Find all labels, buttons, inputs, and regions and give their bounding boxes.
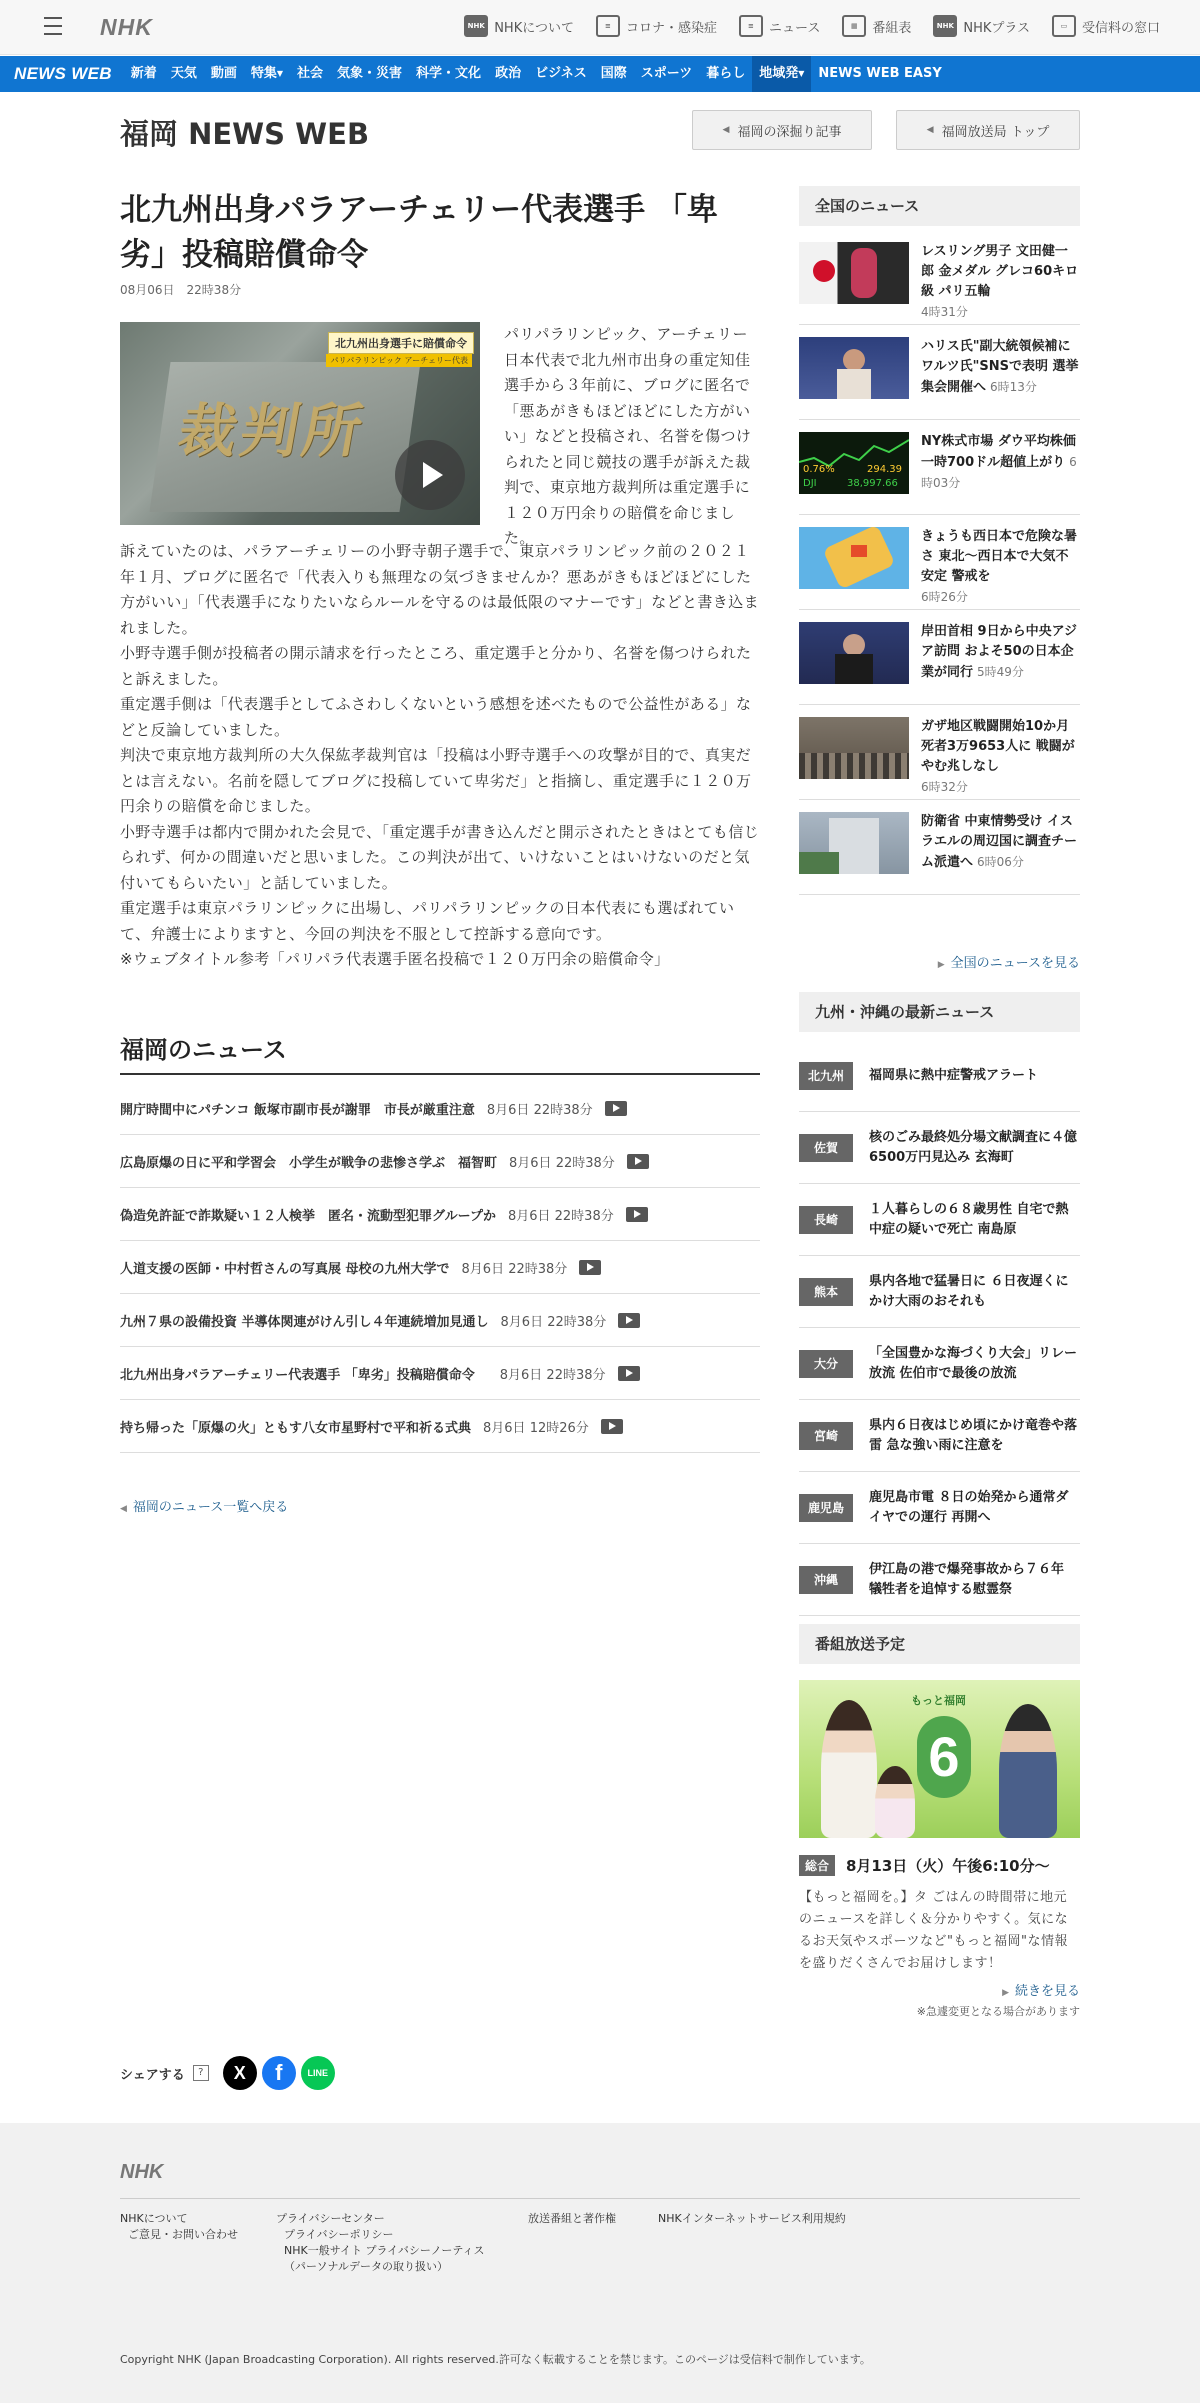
nav-business[interactable]: ビジネス <box>535 66 587 81</box>
article-paragraph: ※ウェブタイトル参考「パリパラ代表選手匿名投稿で１２０万円余の賠償命令」 <box>120 950 670 968</box>
list-item[interactable] <box>799 800 1080 895</box>
stock-chart-thumbnail <box>799 432 909 494</box>
gaza-thumbnail <box>799 717 909 779</box>
list-item-title: ガザ地区戦闘開始10か月 死者3万9653人に 戦闘がやむ兆しなし <box>921 719 1075 774</box>
list-item-title: １人暮らしの６８歳男性 自宅で熱中症の疑いで死亡 南島原 <box>869 1201 1069 1237</box>
program-note: ※急遽変更となる場合があります <box>916 2005 1080 2018</box>
nav-science[interactable]: 科学・文化 <box>416 66 482 81</box>
nav-international[interactable]: 国際 <box>600 66 627 81</box>
top-nav-label: NHKについて <box>494 20 574 36</box>
list-item-title: 核のごみ最終処分場文献調査に４億6500万円見込み 玄海町 <box>869 1129 1078 1165</box>
list-item-title: 県内各地で猛暑日に ６日夜遅くにかけ大雨のおそれも <box>869 1273 1069 1309</box>
list-item[interactable] <box>120 1294 760 1347</box>
nhk-logo[interactable]: NHK <box>100 14 153 40</box>
list-item-title: きょうも西日本で危険な暑さ 東北～西日本で大気不安定 警戒を <box>921 529 1078 584</box>
button-label: 福岡の深掘り記事 <box>737 124 842 140</box>
list-item[interactable] <box>799 230 1080 325</box>
copyright-text: Copyright NHK (Japan Broadcasting Corporation). All rights reserved.許可なく転載することを禁じます。このページは受信料で制作しています。 <box>120 2353 871 2366</box>
triangle-right-icon: ▶ <box>937 960 945 970</box>
list-item[interactable] <box>799 420 1080 515</box>
list-item-title: 「全国豊かな海づくり大会」リレー放流 佐伯市で最後の放流 <box>869 1345 1078 1381</box>
list-item-title: 開庁時間中にパチンコ 飯塚市副市長が謝罪 市長が厳重注意 <box>120 1102 475 1118</box>
caret-down-icon: ▼ <box>798 69 805 78</box>
grid-icon: ▦ <box>842 15 866 37</box>
presenter-figure <box>999 1704 1057 1838</box>
program-logo-number: 6 <box>917 1716 971 1798</box>
regional-news-list <box>799 1040 1080 1616</box>
x-share-icon[interactable]: X <box>223 2056 257 2090</box>
top-nav-schedule[interactable] <box>842 15 911 37</box>
nav-region[interactable] <box>752 56 811 92</box>
list-item-time: 6時32分 <box>921 780 968 794</box>
footer-column <box>528 2211 616 2227</box>
back-to-list-link[interactable] <box>120 1496 288 1515</box>
triangle-right-icon: ▶ <box>1002 1988 1009 1998</box>
article-paragraph: 重定選手側は「代表選手としてふさわしくないという感想を述べたもので公益性がある」などと反論していました。 <box>120 695 752 739</box>
footer-link-contact[interactable]: ご意見・お問い合わせ <box>128 2228 238 2241</box>
top-nav-label: 番組表 <box>872 20 912 36</box>
nav-sports[interactable]: スポーツ <box>640 66 693 81</box>
footer-link-terms[interactable]: NHKインターネットサービス利用規約 <box>658 2212 846 2225</box>
nav-disaster[interactable]: 気象・災害 <box>337 66 403 81</box>
link-label: 続きを見る <box>1014 1984 1080 1999</box>
list-item[interactable] <box>799 1112 1080 1184</box>
footer-link-privacy-policy[interactable]: プライバシーポリシー <box>284 2228 394 2241</box>
list-item-title: 伊江島の港で爆発事故から７６年 犠牲者を追悼する慰霊祭 <box>869 1561 1065 1597</box>
top-nav <box>464 15 1160 37</box>
list-item-title: 北九州出身パラアーチェリー代表選手 「卑劣」投稿賠償命令 <box>120 1367 488 1383</box>
nav-new[interactable]: 新着 <box>130 66 157 81</box>
triangle-left-icon: ◀ <box>926 125 934 135</box>
footer-divider <box>120 2198 1080 2199</box>
channel-badge: 総合 <box>799 1855 835 1876</box>
list-item[interactable] <box>120 1241 760 1294</box>
region-badge: 鹿児島 <box>799 1494 853 1522</box>
national-more-link[interactable] <box>938 952 1080 971</box>
tv-icon: ▭ <box>1052 15 1076 37</box>
list-item-title: ハリス氏"副大統領候補にワルツ氏"SNSで表明 選挙集会開催へ <box>921 339 1079 395</box>
list-item-date: 8月6日 12時26分 <box>483 1420 589 1436</box>
article-body <box>120 539 760 973</box>
category-nav <box>0 56 1200 92</box>
footer-link-privacy-center[interactable]: プライバシーセンター <box>276 2212 385 2225</box>
nav-label: 地域発 <box>759 66 799 81</box>
region-badge: 長崎 <box>799 1206 853 1234</box>
share-bar <box>120 2056 340 2090</box>
news-web-logo[interactable]: NEWS WEB <box>14 64 112 83</box>
line-share-icon[interactable]: LINE <box>301 2056 335 2090</box>
presenter-figure <box>821 1700 877 1838</box>
list-item-date: 8月6日 22時38分 <box>499 1367 606 1383</box>
region-badge: 宮崎 <box>799 1422 853 1450</box>
footer-link-copyright[interactable]: 放送番組と著作権 <box>528 2212 616 2225</box>
top-nav-fee[interactable] <box>1052 15 1160 37</box>
list-item[interactable] <box>799 610 1080 705</box>
list-item-time: 4時31分 <box>921 305 968 319</box>
video-icon <box>579 1260 601 1275</box>
list-item[interactable] <box>120 1400 760 1453</box>
stock-label: DJI <box>803 478 817 489</box>
program-image[interactable] <box>799 1680 1080 1838</box>
program-heading: 番組放送予定 <box>799 1624 1080 1664</box>
list-item[interactable] <box>799 1544 1080 1616</box>
list-item[interactable] <box>120 1135 760 1188</box>
article-video-thumbnail[interactable] <box>120 322 480 525</box>
program-logo-text: もっと福岡 <box>911 1694 966 1707</box>
list-item[interactable] <box>120 1347 760 1400</box>
fukuoka-news-heading: 福岡のニュース <box>120 1030 760 1075</box>
video-icon <box>618 1366 640 1381</box>
video-icon <box>601 1419 623 1434</box>
menu-icon[interactable] <box>44 17 62 37</box>
station-top-button[interactable] <box>896 110 1080 150</box>
virus-document-icon: ≡ <box>596 15 620 37</box>
top-nav-label: コロナ・感染症 <box>625 20 717 36</box>
list-item-date: 8月6日 22時38分 <box>507 1208 614 1224</box>
footer-nhk-logo[interactable]: NHK <box>120 2161 164 2183</box>
defense-ministry-thumbnail <box>799 812 909 874</box>
list-item-date: 8月6日 22時38分 <box>486 1102 593 1118</box>
triangle-left-icon: ◀ <box>722 125 730 135</box>
list-item-title: 持ち帰った「原爆の火」ともす八女市星野村で平和祈る式典 <box>120 1420 472 1436</box>
courthouse-sign-text: 裁判所 <box>173 397 372 465</box>
caret-down-icon: ▼ <box>276 69 284 78</box>
list-item-title: レスリング男子 文田健一郎 金メダル グレコ60キロ級 パリ五輪 <box>921 244 1079 299</box>
region-badge: 熊本 <box>799 1278 853 1306</box>
nhk-plus-icon: NHK <box>933 15 957 37</box>
list-item-title: 広島原爆の日に平和学習会 小学生が戦争の悲惨さ学ぶ 福智町 <box>120 1155 498 1171</box>
share-label: シェアする <box>120 2067 185 2083</box>
wrestling-thumbnail <box>799 242 909 304</box>
weather-map-thumbnail <box>799 527 909 589</box>
list-item[interactable] <box>120 1082 760 1135</box>
footer-column <box>120 2211 238 2243</box>
list-item[interactable] <box>799 705 1080 800</box>
list-item-title: 偽造免許証で詐欺疑い１２人検挙 匿名・流動型犯罪グループか <box>120 1208 496 1224</box>
list-item-title: NY株式市場 ダウ平均株価 一時700ドル超値上がり <box>921 434 1076 470</box>
nav-feature[interactable] <box>244 56 290 92</box>
top-nav-news[interactable] <box>739 15 820 37</box>
top-nav-corona[interactable] <box>596 15 717 37</box>
list-item-time: 5時49分 <box>977 665 1024 679</box>
top-nav-label: NHKプラス <box>963 20 1030 36</box>
list-item-time: 6時06分 <box>977 855 1024 869</box>
list-item-title: 防衛省 中東情勢受け イスラエルの周辺国に調査チーム派遣へ <box>921 814 1078 870</box>
footer-link-about[interactable]: NHKについて <box>120 2212 188 2225</box>
article-date: 08月06日 22時38分 <box>120 283 242 297</box>
list-item[interactable] <box>799 1184 1080 1256</box>
article-lead: パリパラリンピック、アーチェリー日本代表で北九州市出身の重定知佳選手から３年前に、ブログに匿名で「悪あがきもほどほどにした方がいい」などと投稿され、名誉を傷つけられたと同じ競技の選手が訴えた裁判で、東京地方裁判所は重定選手に１２０万円余りの賠償を命じました。 <box>504 325 752 547</box>
list-item-time: 6時13分 <box>990 380 1037 394</box>
video-icon <box>605 1101 627 1116</box>
page-title[interactable]: 福岡 NEWS WEB <box>120 117 370 151</box>
list-item-title: 岸田首相 9日から中央アジア訪問 およそ50の日本企業が同行 <box>921 624 1078 680</box>
nav-easy[interactable]: NEWS WEB EASY <box>818 66 942 81</box>
nav-politics[interactable]: 政治 <box>495 66 522 81</box>
footer-link-privacy-notice[interactable]: NHK一般サイト プライバシーノーティス <box>284 2244 485 2257</box>
nav-society[interactable]: 社会 <box>297 66 324 81</box>
video-icon <box>626 1207 648 1222</box>
nav-life[interactable]: 暮らし <box>706 66 746 81</box>
video-icon <box>627 1154 649 1169</box>
list-item-time: 6時26分 <box>921 590 968 604</box>
list-item[interactable] <box>799 1256 1080 1328</box>
help-icon[interactable]: ? <box>193 2065 209 2081</box>
list-item-title: 九州７県の設備投資 半導体関連がけん引し４年連続増加見通し <box>120 1314 489 1330</box>
harris-thumbnail <box>799 337 909 399</box>
region-badge: 北九州 <box>799 1062 853 1090</box>
article-paragraph: 判決で東京地方裁判所の大久保紘孝裁判官は「投稿は小野寺選手への攻撃が目的で、真実だとは言えない。名前を隠してブログに投稿していて卑劣だ」と指摘し、重定選手に１２０万円余りの賠償を命じました。 <box>120 746 752 815</box>
play-icon[interactable] <box>395 440 465 510</box>
article-paragraph: 重定選手は東京パラリンピックに出場し、パリパラリンピックの日本代表にも選ばれていて、弁護士によりますと、今回の判決を不服として控訴する意向です。 <box>120 899 735 943</box>
list-item-date: 8月6日 22時38分 <box>509 1155 615 1171</box>
facebook-share-icon[interactable]: f <box>262 2056 296 2090</box>
top-nav-about[interactable] <box>464 15 574 37</box>
region-badge: 大分 <box>799 1350 853 1378</box>
nhk-icon: NHK <box>464 15 488 37</box>
stock-value: 38,997.66 <box>847 478 898 489</box>
stock-points: 294.39 <box>867 464 902 475</box>
pm-thumbnail <box>799 622 909 684</box>
stock-change: 0.76% <box>803 464 835 475</box>
nav-label: 特集 <box>250 66 277 81</box>
region-badge: 沖縄 <box>799 1566 853 1594</box>
program-more-link[interactable] <box>1002 1980 1080 1999</box>
button-label: 福岡放送局 トップ <box>941 124 1050 140</box>
article-paragraph: 小野寺選手は都内で開かれた会見で、「重定選手が書き込んだと開示されたときはとても信じられず、何かの間違いだと思いました。この判決が出て、いけないことはいけないのだと気付いてもらいたい」と話していました。 <box>120 822 760 892</box>
top-bar <box>0 0 1200 55</box>
list-item-date: 8月6日 22時38分 <box>461 1261 568 1277</box>
deep-dive-button[interactable] <box>692 110 872 150</box>
video-icon <box>618 1313 640 1328</box>
article-paragraph: 小野寺選手側が投稿者の開示請求を行ったところ、重定選手と分かり、名誉を傷つけられたと訴えました。 <box>120 644 752 688</box>
news-icon: ≡ <box>739 15 763 37</box>
list-item-time: 6時03分 <box>921 455 1077 490</box>
article-title: 北九州出身パラアーチェリー代表選手 「卑劣」投稿賠償命令 <box>120 192 718 273</box>
fukuoka-news-list <box>120 1082 760 1453</box>
list-item[interactable] <box>799 1400 1080 1472</box>
triangle-left-icon: ◀ <box>120 1504 127 1514</box>
list-item[interactable] <box>799 1040 1080 1112</box>
top-nav-nhkplus[interactable] <box>933 15 1030 37</box>
program-description: 【もっと福岡を。】タ ごはんの時間帯に地元のニュースを詳しく＆分かりやすく。気になるお天気やスポーツなど"もっと福岡"な情報を盛りだくさんでお届けします！ <box>799 1890 1069 1971</box>
list-item-title: 福岡県に熱中症警戒アラート <box>869 1067 1039 1083</box>
list-item[interactable] <box>799 325 1080 420</box>
footer-column <box>276 2211 484 2275</box>
list-item[interactable] <box>799 1328 1080 1400</box>
nav-weather[interactable]: 天気 <box>170 66 197 81</box>
national-news-heading: 全国のニュース <box>799 186 1080 226</box>
nav-video[interactable]: 動画 <box>210 66 237 81</box>
top-nav-label: 受信料の窓口 <box>1081 20 1160 36</box>
link-label: 全国のニュースを見る <box>950 956 1080 971</box>
list-item[interactable] <box>799 1472 1080 1544</box>
list-item[interactable] <box>799 515 1080 610</box>
list-item-title: 県内６日夜はじめ頃にかけ竜巻や落雷 急な強い雨に注意を <box>869 1417 1078 1453</box>
regional-news-heading: 九州・沖縄の最新ニュース <box>799 992 1080 1032</box>
program-datetime: 8月13日（火）午後6:10分～ <box>846 1857 1050 1875</box>
list-item-title: 鹿児島市電 ８日の始発から通常ダイヤでの運行 再開へ <box>869 1489 1069 1525</box>
list-item-date: 8月6日 22時38分 <box>500 1314 607 1330</box>
footer <box>0 2123 1200 2403</box>
region-badge: 佐賀 <box>799 1134 853 1162</box>
national-news-list <box>799 230 1080 895</box>
video-caption-subtag: パリパラリンピック アーチェリー代表 <box>326 354 472 367</box>
list-item[interactable] <box>120 1188 760 1241</box>
video-caption-tag: 北九州出身選手に賠償命令 <box>328 332 474 354</box>
presenter-figure <box>875 1766 915 1838</box>
top-nav-label: ニュース <box>768 20 821 36</box>
link-label: 福岡のニュース一覧へ戻る <box>132 1500 289 1515</box>
footer-note: （パーソナルデータの取り扱い） <box>284 2260 449 2273</box>
list-item-title: 人道支援の医師・中村哲さんの写真展 母校の九州大学で <box>120 1261 450 1277</box>
footer-column <box>658 2211 846 2227</box>
article-paragraph: 訴えていたのは、パラアーチェリーの小野寺朝子選手で、東京パラリンピック前の２０２１年１月、ブログに匿名で「代表入りも無理なの気づきませんか？悪あがきもほどほどにした方がいい」「代表選手になりたいならルールを守るのは最低限のマナーです」などと書き込まれました。 <box>120 542 760 637</box>
